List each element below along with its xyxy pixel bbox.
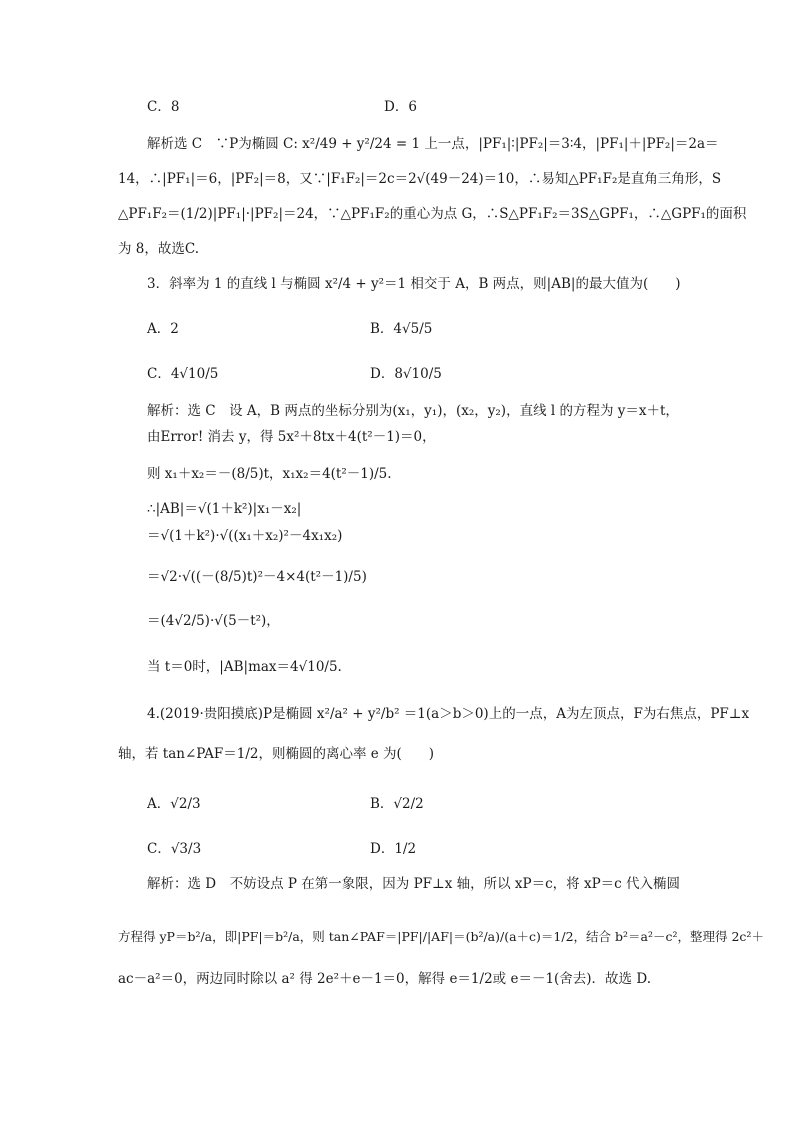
q3-solution-line-2: 由Error! 消去 y，得 5x²＋8tx＋4(t²－1)＝0， bbox=[147, 429, 436, 445]
q3-option-d: D．8√10/5 bbox=[370, 366, 442, 382]
prev-option-d: D．6 bbox=[384, 99, 417, 115]
q3-solution-line-1: 解析：选 C 设 A，B 两点的坐标分别为(x₁，y₁)，(x₂，y₂)，直线 l 的方程为 y＝x＋t， bbox=[147, 403, 679, 419]
q4-solution-line-1: 解析：选 D 不妨设点 P 在第一象限，因为 PF⊥x 轴，所以 xP＝c，将 xP＝c 代入椭圆 bbox=[147, 876, 681, 892]
q4-solution-line-2: 方程得 yP＝b²/a，即|PF|＝b²/a，则 tan∠PAF＝|PF|/|AF|＝(b²/a)/(a＋c)＝1/2，结合 b²＝a²－c²，整理得 2c²＋ bbox=[118, 929, 764, 944]
q3-solution-line-8: 当 t＝0时，|AB|max＝4√10/5. bbox=[147, 659, 342, 675]
q4-stem-line-2: 轴，若 tan∠PAF＝1/2，则椭圆的离心率 e 为( ) bbox=[118, 746, 435, 762]
q3-option-c: C．4√10/5 bbox=[147, 366, 219, 382]
q4-option-b: B．√2/2 bbox=[370, 796, 424, 812]
q3-option-b: B．4√5/5 bbox=[370, 321, 433, 337]
q3-solution-line-5: ＝√(1＋k²)·√((x₁＋x₂)²－4x₁x₂) bbox=[147, 528, 343, 544]
q2-solution-line-1: 解析选 C ∵P为椭圆 C: x²/49 + y²/24 = 1 上一点，|PF₁|∶|PF₂|＝3∶4，|PF₁|＋|PF₂|＝2a＝ bbox=[147, 136, 719, 152]
q2-solution-line-2: 14，∴|PF₁|＝6，|PF₂|＝8，又∵|F₁F₂|＝2c＝2√(49－24)＝10，∴易知△PF₁F₂是直角三角形，S bbox=[118, 171, 722, 187]
q4-solution-line-3: ac－a²＝0，两边同时除以 a² 得 2e²＋e－1＝0，解得 e＝1/2或 e＝－1(舍去)．故选 D. bbox=[118, 971, 651, 987]
q4-option-c: C．√3/3 bbox=[147, 841, 202, 857]
q3-solution-line-4: ∴|AB|＝√(1＋k²)|x₁－x₂| bbox=[147, 501, 302, 517]
q2-solution-line-4: 为 8，故选C. bbox=[118, 241, 200, 257]
q4-option-a: A．√2/3 bbox=[147, 796, 201, 812]
q3-stem: 3．斜率为 1 的直线 l 与椭圆 x²/4 + y²＝1 相交于 A，B 两点，则|AB|的最大值为( ) bbox=[147, 276, 681, 292]
q3-solution-line-6: ＝√2·√((－(8/5)t)²－4×4(t²－1)/5) bbox=[147, 569, 367, 585]
q3-solution-line-7: ＝(4√2/5)·√(5－t²)， bbox=[147, 613, 280, 629]
q3-option-a: A．2 bbox=[147, 321, 179, 337]
prev-option-c: C．8 bbox=[147, 99, 180, 115]
q2-solution-line-3: △PF₁F₂＝(1/2)|PF₁|·|PF₂|＝24，∵△PF₁F₂的重心为点 G，∴S△PF₁F₂＝3S△GPF₁，∴△GPF₁的面积 bbox=[118, 206, 747, 222]
q4-option-d: D．1/2 bbox=[370, 841, 417, 857]
q3-solution-line-3: 则 x₁＋x₂＝－(8/5)t，x₁x₂＝4(t²－1)/5. bbox=[147, 466, 392, 482]
q4-stem-line-1: 4.(2019·贵阳摸底)P是椭圆 x²/a² + y²/b² ＝1(a＞b＞0)上的一点，A为左顶点，F为右焦点，PF⊥x bbox=[147, 706, 750, 722]
